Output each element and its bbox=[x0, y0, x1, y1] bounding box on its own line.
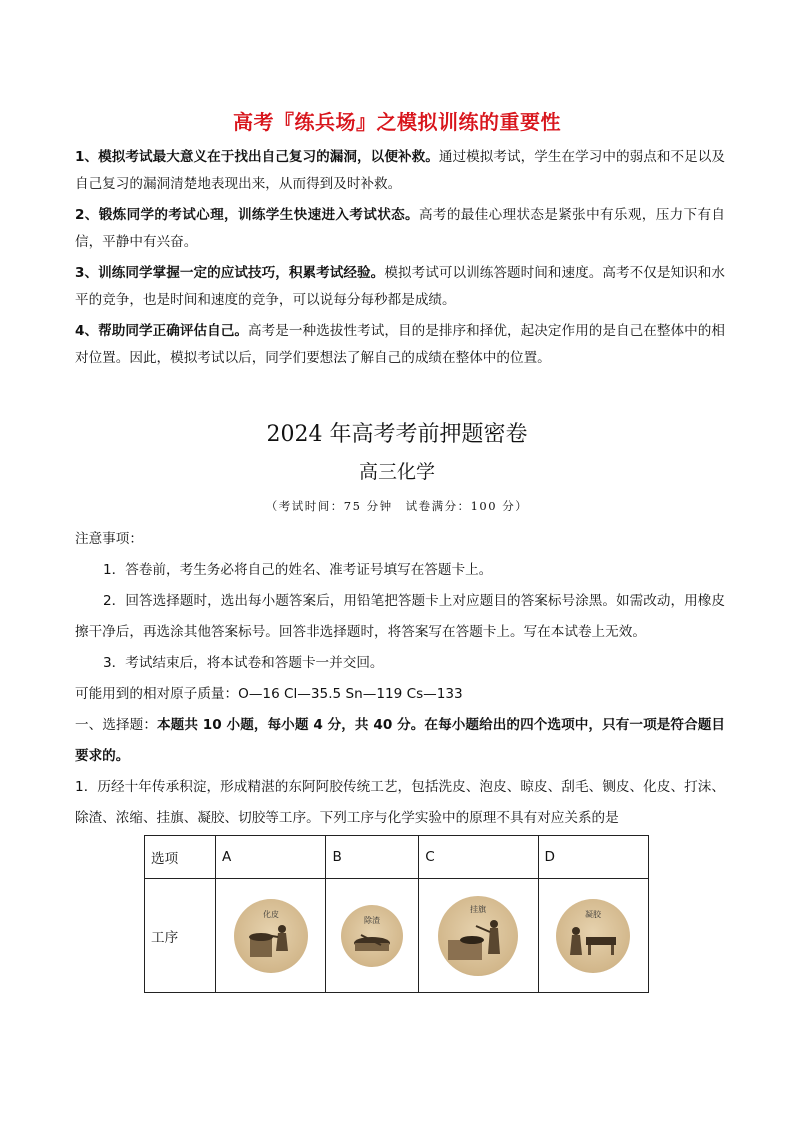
chu-zha-illustration-icon bbox=[341, 905, 403, 967]
option-a-cell bbox=[216, 879, 326, 993]
table-image-row bbox=[145, 879, 649, 993]
caption-c: 挂旗 bbox=[470, 904, 487, 914]
header-d: D bbox=[538, 836, 648, 879]
exam-title: 2024 年高考考前押题密卷 bbox=[266, 422, 528, 447]
hua-pi-illustration-icon bbox=[234, 899, 308, 973]
gua-qi-illustration-icon bbox=[438, 896, 518, 976]
promo-item-4: 4、帮助同学正确评估自己。高考是一种选拔性考试，目的是排序和择优，起决定作用的是自己在整体中的相对位置。因此，模拟考试以后，同学们要想法了解自己的成绩在整体中的位置。 bbox=[75, 323, 726, 366]
promo-item-1: 1、模拟考试最大意义在于找出自己复习的漏洞，以便补救。通过模拟考试，学生在学习中的弱点和不足以及自己复习的漏洞清楚地表现出来，从而得到及时补救。 bbox=[75, 149, 725, 192]
row-label: 工序 bbox=[145, 879, 216, 993]
promo-item-3: 3、训练同学掌握一定的应试技巧，积累考试经验。模拟考试可以训练答题时间和速度。高考不仅是知识和水平的竞争，也是时间和速度的竞争，可以说每分每秒都是成绩。 bbox=[75, 265, 726, 308]
exam-body bbox=[75, 524, 725, 834]
atomic-masses: 可能用到的相对原子质量：O—16 Cl—35.5 Sn—119 Cs—133 bbox=[75, 686, 463, 702]
caption-d: 凝胶 bbox=[585, 909, 602, 919]
exam-time-info: （考试时间：75 分钟 试卷满分：100 分） bbox=[265, 499, 529, 513]
section-heading: 一、选择题：本题共 10 小题，每小题 4 分，共 40 分。在每小题给出的四个选项中，只有一项是符合题目要求的。 bbox=[75, 717, 726, 764]
question-1-stem: 1．历经十年传承积淀，形成精湛的东阿阿胶传统工艺，包括洗皮、泡皮、晾皮、刮毛、铡皮、化皮、打沫、除渣、浓缩、挂旗、凝胶、切胶等工序。下列工序与化学实验中的原理不具有对应关系的是 bbox=[75, 779, 725, 826]
option-d-cell bbox=[538, 879, 648, 993]
option-b-cell bbox=[326, 879, 419, 993]
header-a: A bbox=[216, 836, 326, 879]
ning-jiao-illustration-icon bbox=[556, 899, 630, 973]
header-c: C bbox=[419, 836, 538, 879]
promo-section bbox=[75, 144, 725, 376]
header-b: B bbox=[326, 836, 419, 879]
notes-heading: 注意事项： bbox=[75, 531, 143, 547]
table-header-row bbox=[145, 836, 649, 879]
option-c-cell bbox=[419, 879, 538, 993]
caption-a: 化皮 bbox=[262, 909, 279, 919]
question-1-options-table bbox=[144, 835, 649, 993]
note-item-1: 1．答卷前，考生务必将自己的姓名、准考证号填写在答题卡上。 bbox=[103, 562, 493, 578]
caption-b: 除渣 bbox=[364, 915, 381, 925]
exam-subject: 高三化学 bbox=[358, 461, 435, 483]
note-item-3: 3．考试结束后，将本试卷和答题卡一并交回。 bbox=[103, 655, 384, 671]
header-option: 选项 bbox=[145, 836, 216, 879]
promo-item-2: 2、锻炼同学的考试心理，训练学生快速进入考试状态。高考的最佳心理状态是紧张中有乐观，压力下有自信，平静中有兴奋。 bbox=[75, 207, 725, 250]
promo-title: 高考『练兵场』之模拟训练的重要性 bbox=[233, 110, 561, 134]
note-item-2: 2．回答选择题时，选出每小题答案后，用铅笔把答题卡上对应题目的答案标号涂黑。如需改动，用橡皮擦干净后，再选涂其他答案标号。回答非选择题时，将答案写在答题卡上。写在本试卷上无效。 bbox=[75, 593, 725, 640]
